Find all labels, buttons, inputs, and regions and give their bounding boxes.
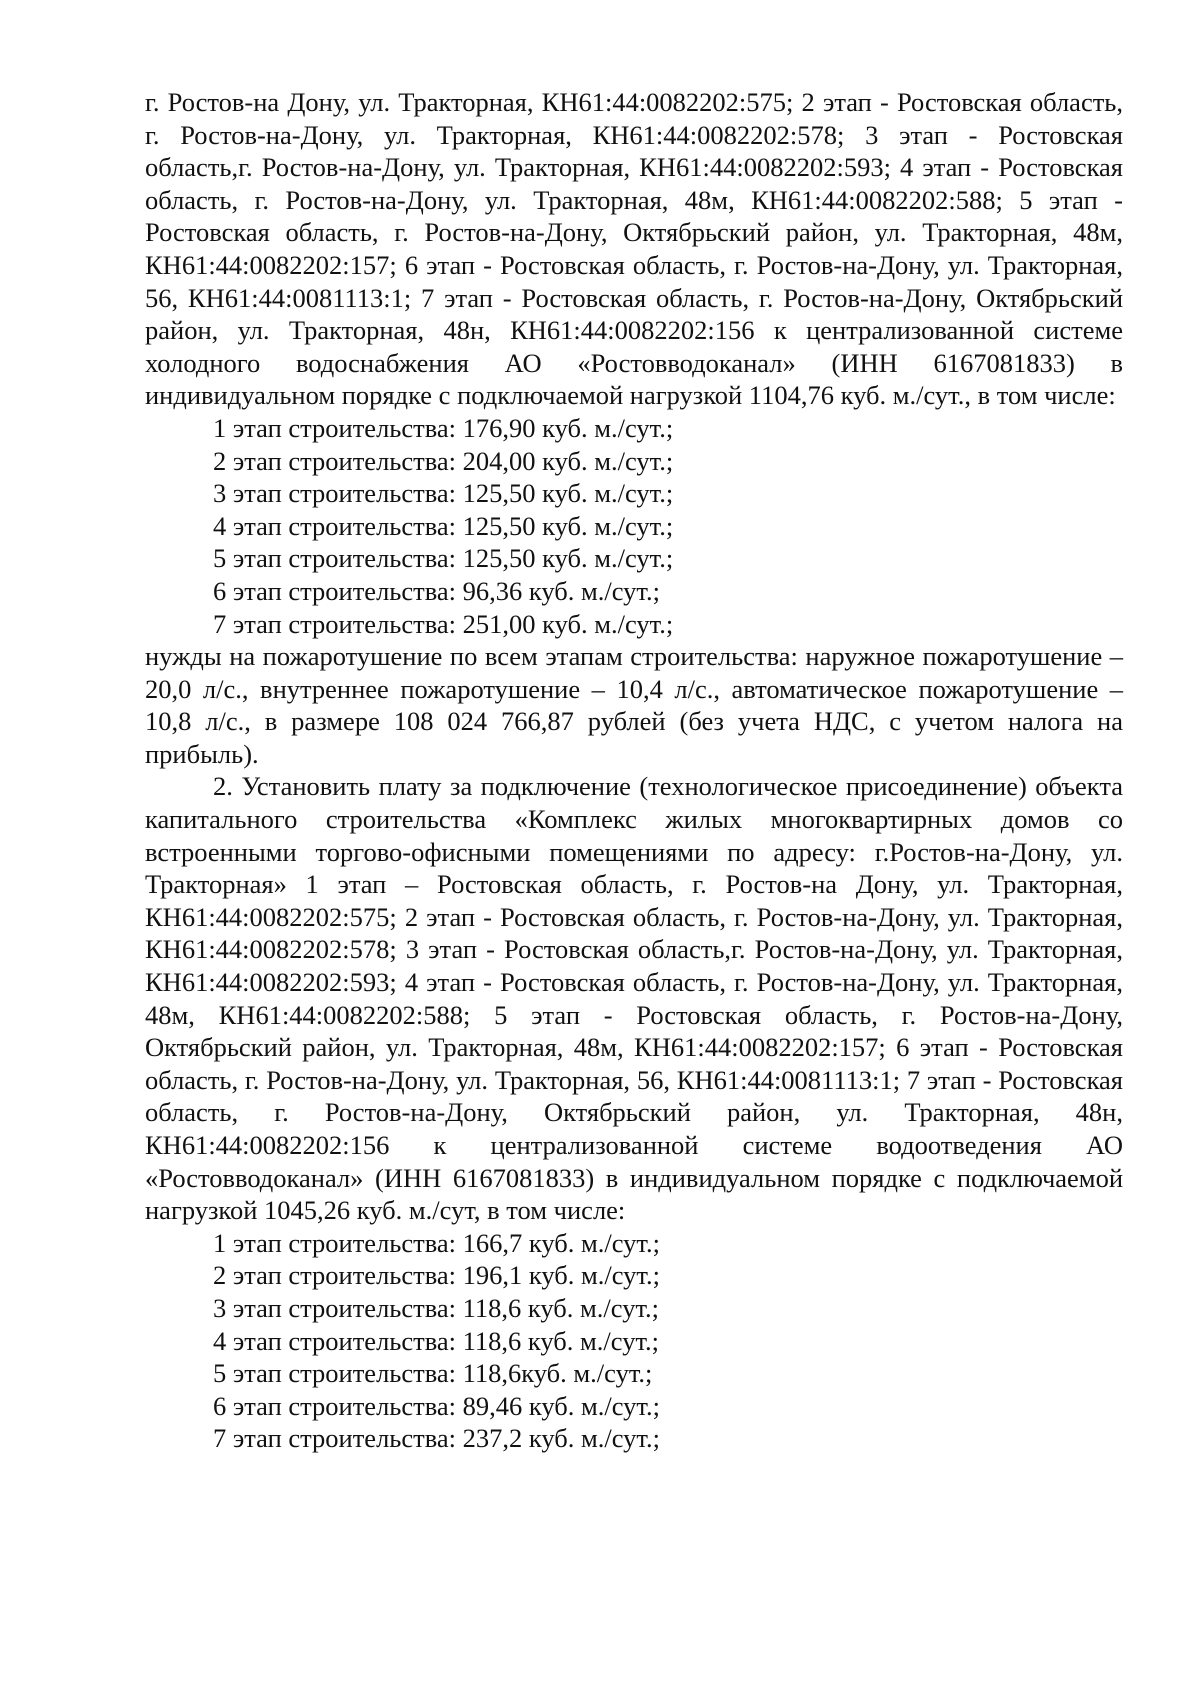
list-item: 1 этап строительства: 166,7 куб. м./сут.; [213,1227,661,1258]
list-item: 3 этап строительства: 125,50 куб. м./сут.; [213,478,674,509]
list-item: 6 этап строительства: 96,36 куб. м./сут.; [213,575,661,606]
water-supply-stage-list [145,412,1123,640]
list-item: 7 этап строительства: 237,2 куб. м./сут.; [213,1423,661,1454]
sewerage-stage-list [145,1227,1123,1455]
list-item: 1 этап строительства: 176,90 куб. м./сут.; [213,412,674,443]
list-item: 6 этап строительства: 89,46 куб. м./сут.; [213,1390,661,1421]
list-item: 3 этап строительства: 118,6 куб. м./сут.; [213,1292,660,1323]
paragraph-fire-needs: нужды на пожаротушение по всем этапам строительства: наружное пожаротушение – 20,0 л/с., внутреннее пожаротушение – 10,4 л/с., автоматическое пожаротушение – 10,8 л/с., в размере 108 024 766,87 рублей (без учета НДС, с учетом налога на прибыль). [145,641,1123,769]
list-item: 4 этап строительства: 125,50 куб. м./сут.; [213,510,674,541]
list-item: 2 этап строительства: 204,00 куб. м./сут.; [213,445,674,476]
document-page [145,86,1123,1455]
paragraph-water-supply: г. Ростов-на Дону, ул. Тракторная, КН61:44:0082202:575; 2 этап - Ростовская область, г. Ростов-на-Дону, ул. Тракторная, КН61:44:0082202:578; 3 этап - Ростовская область,г. Ростов-на-Дону, ул. Тракторная, КН61:44:0082202:593; 4 этап - Ростовская область, г. Ростов-на-Дону, ул. Тракторная, 48м, КН61:44:0082202:588; 5 этап - Ростовская область, г. Ростов-на-Дону, Октябрьский район, ул. Тракторная, 48м, КН61:44:0082202:157; 6 этап - Ростовская область, г. Ростов-на-Дону, ул. Тракторная, 56, КН61:44:0081113:1; 7 этап - Ростовская область, г. Ростов-на-Дону, Октябрьский район, ул. Тракторная, 48н, КН61:44:0082202:156 к централизованной системе холодного водоснабжения АО «Ростовводоканал» (ИНН 6167081833) в индивидуальном порядке с подключаемой нагрузкой 1104,76 куб. м./сут., в том числе: [145,87,1123,411]
list-item: 4 этап строительства: 118,6 куб. м./сут.; [213,1325,660,1356]
list-item: 7 этап строительства: 251,00 куб. м./сут.; [213,608,674,639]
list-item: 5 этап строительства: 118,6куб. м./сут.; [213,1358,653,1389]
list-item: 2 этап строительства: 196,1 куб. м./сут.; [213,1260,661,1291]
paragraph-sewerage: 2. Установить плату за подключение (технологическое присоединение) объекта капитального строительства «Комплекс жилых многоквартирных домов со встроенными торгово-офисными помещениями по адресу: г.Ростов-на-Дону, ул. Тракторная» 1 этап – Ростовская область, г. Ростов-на Дону, ул. Тракторная, КН61:44:0082202:575; 2 этап - Ростовская область, г. Ростов-на-Дону, ул. Тракторная, КН61:44:0082202:578; 3 этап - Ростовская область,г. Ростов-на-Дону, ул. Тракторная, КН61:44:0082202:593; 4 этап - Ростовская область, г. Ростов-на-Дону, ул. Тракторная, 48м, КН61:44:0082202:588; 5 этап - Ростовская область, г. Ростов-на-Дону, Октябрьский район, ул. Тракторная, 48м, КН61:44:0082202:157; 6 этап - Ростовская область, г. Ростов-на-Дону, ул. Тракторная, 56, КН61:44:0081113:1; 7 этап - Ростовская область, г. Ростов-на-Дону, Октябрьский район, ул. Тракторная, 48н, КН61:44:0082202:156 к централизованной системе водоотведения АО «Ростовводоканал» (ИНН 6167081833) в индивидуальном порядке с подключаемой нагрузкой 1045,26 куб. м./сут, в том числе: [145,771,1123,1226]
list-item: 5 этап строительства: 125,50 куб. м./сут.; [213,543,674,574]
